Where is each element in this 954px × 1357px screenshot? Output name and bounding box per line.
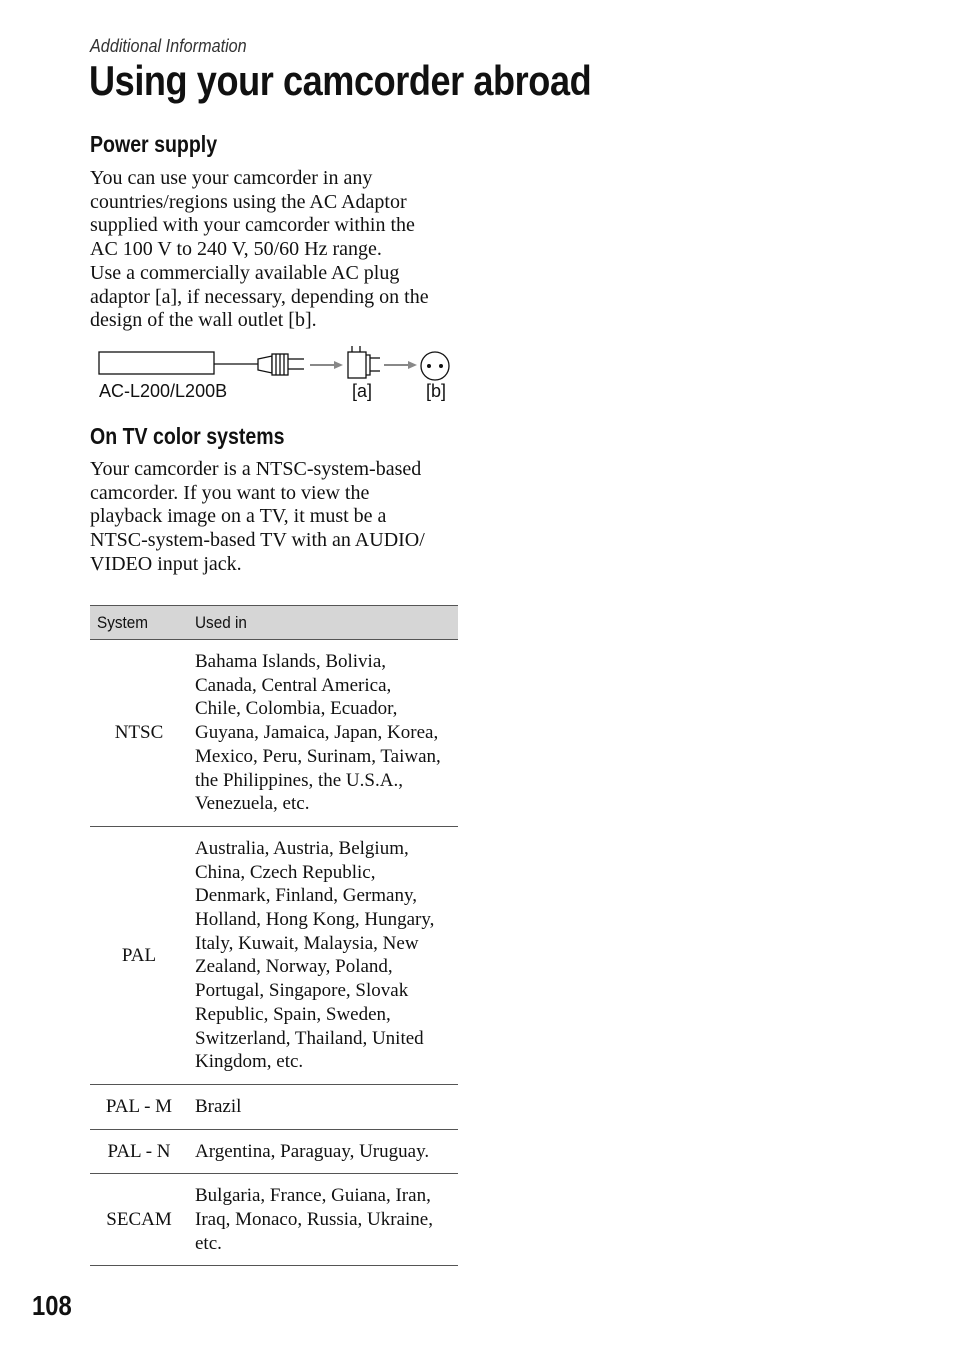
power-supply-text — [90, 167, 470, 333]
text-line: design of the wall outlet [b]. — [90, 309, 317, 332]
text-line: camcorder. If you want to view the — [90, 481, 370, 504]
power-supply-heading: Power supply — [90, 131, 218, 157]
ac-adaptor-box — [99, 352, 214, 374]
text-line: AC 100 V to 240 V, 50/60 Hz range. — [90, 238, 382, 261]
tv-systems-text — [90, 458, 470, 577]
system-cell: SECAM — [90, 1174, 188, 1266]
table-row — [90, 1174, 458, 1266]
text-line: adaptor [a], if necessary, depending on the — [90, 285, 429, 308]
text-line: You can use your camcorder in any — [90, 167, 373, 189]
used-in-cell: Argentina, Paraguay, Uruguay. — [188, 1129, 458, 1174]
wall-outlet-label: [b] — [426, 381, 447, 401]
wall-outlet-icon — [421, 352, 449, 380]
tv-systems-table — [90, 605, 458, 1266]
column-header-system: System — [90, 606, 188, 640]
text-line: Use a commercially available AC plug — [90, 261, 400, 284]
adaptor-illustration — [96, 346, 458, 386]
used-in-cell: Brazil — [188, 1084, 458, 1129]
column-header-used-in: Used in — [188, 606, 458, 640]
table-header-row — [90, 606, 458, 640]
section-label: Additional Information — [90, 36, 247, 56]
page-number: 108 — [32, 1290, 72, 1321]
table-row — [90, 640, 458, 827]
plug-adaptor-diagram — [96, 346, 458, 408]
used-in-cell: Australia, Austria, Belgium, China, Czech Republic, Denmark, Finland, Germany, Holland, Hong Kong, Hungary, Italy, Kuwait, Malaysia, New Zealand, Norway, Poland, Portugal, Singapore, Slovak Republic, Spain, Sweden, Switzerland, Thailand, United Kingdom, etc. — [188, 826, 458, 1084]
text-line: Your camcorder is a NTSC-system-based — [90, 458, 422, 480]
system-cell: PAL - M — [90, 1084, 188, 1129]
text-line: VIDEO input jack. — [90, 552, 242, 575]
text-line: supplied with your camcorder within the — [90, 214, 415, 237]
arrow-right-icon — [384, 361, 417, 369]
system-cell: NTSC — [90, 640, 188, 827]
system-cell: PAL - N — [90, 1129, 188, 1174]
table-row — [90, 826, 458, 1084]
used-in-cell: Bahama Islands, Bolivia, Canada, Central America, Chile, Colombia, Ecuador, Guyana, Jamaica, Japan, Korea, Mexico, Peru, Surinam, Taiwan, the Philippines, the U.S.A., Venezuela, etc. — [188, 640, 458, 827]
table-row — [90, 1129, 458, 1174]
adaptor-label: AC-L200/L200B — [99, 381, 228, 401]
plug-adaptor-icon — [348, 346, 380, 378]
table-row — [90, 1084, 458, 1129]
ac-plug-icon — [258, 354, 304, 375]
arrow-right-icon — [310, 361, 343, 369]
page-title: Using your camcorder abroad — [89, 57, 592, 104]
plug-adaptor-label: [a] — [352, 381, 373, 401]
text-line: countries/regions using the AC Adaptor — [90, 190, 407, 213]
text-line: playback image on a TV, it must be a — [90, 505, 387, 528]
tv-systems-heading: On TV color systems — [90, 423, 285, 449]
used-in-cell: Bulgaria, France, Guiana, Iran, Iraq, Monaco, Russia, Ukraine, etc. — [188, 1174, 458, 1266]
text-line: NTSC-system-based TV with an AUDIO/ — [90, 529, 425, 552]
system-cell: PAL — [90, 826, 188, 1084]
